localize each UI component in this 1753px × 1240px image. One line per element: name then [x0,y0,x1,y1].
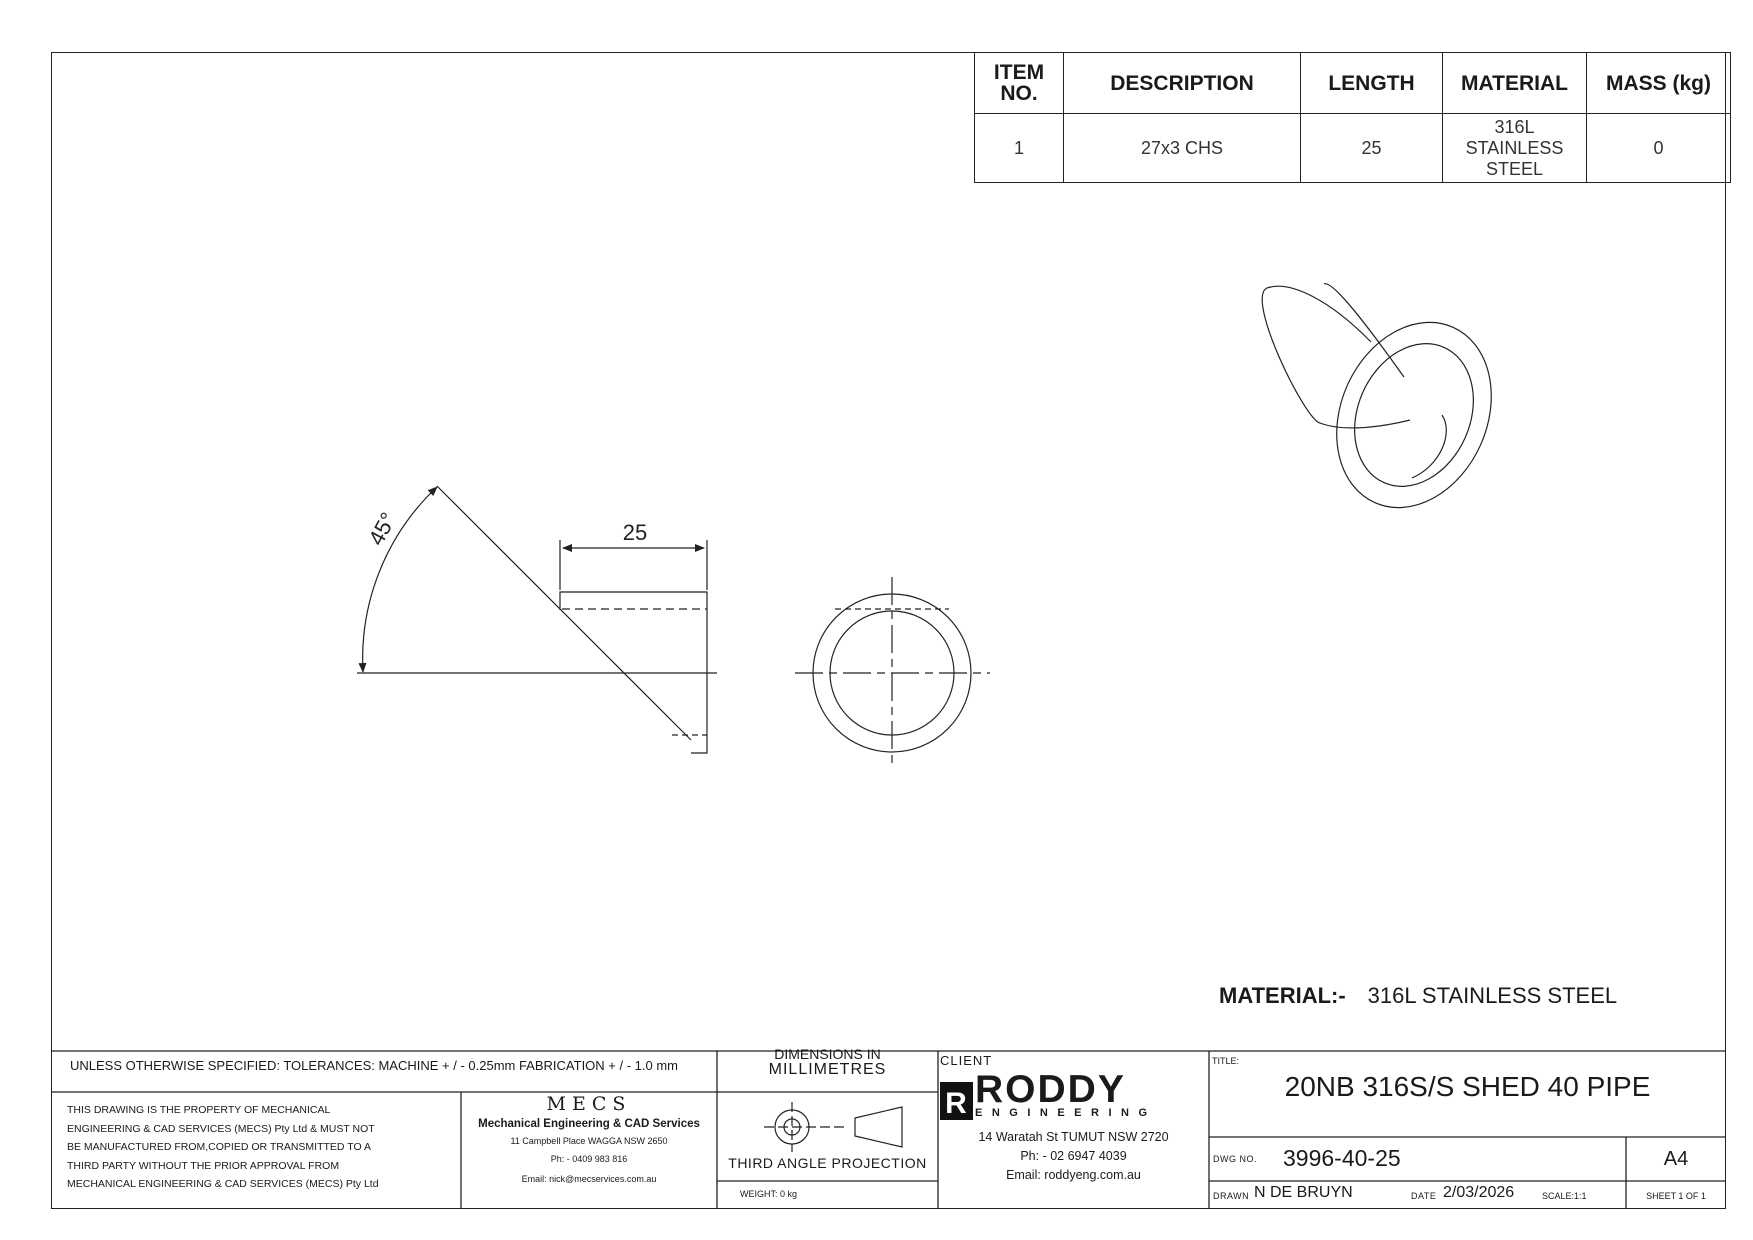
length-dimension: 25 [622,520,648,545]
dwg-no: 3996-40-25 [1283,1145,1401,1171]
mecs-phone: Ph: - 0409 983 816 [550,1154,628,1164]
mecs-logo: MECS [546,1093,632,1115]
end-view [795,577,990,767]
weight-label: WEIGHT: 0 kg [740,1189,798,1199]
projection-symbol [764,1102,902,1152]
drawn-by: N DE BRUYN [1254,1184,1353,1201]
roddy-logo-sub: ENGINEERING [975,1107,1157,1119]
bom-header-mass: MASS (kg) [1587,53,1731,114]
property-notice [67,1101,379,1194]
property-line: THIS DRAWING IS THE PROPERTY OF MECHANICAL [67,1104,331,1116]
date-label: DATE [1411,1191,1437,1201]
tolerances-note: UNLESS OTHERWISE SPECIFIED: TOLERANCES: MACHINE + / - 0.25mm FABRICATION + / - 1.0 mm [70,1058,678,1073]
bom-cell-mass: 0 [1587,114,1731,183]
client-label: CLIENT [940,1053,993,1068]
material-note [1219,983,1617,1009]
property-line: ENGINEERING & CAD SERVICES (MECS) Pty Ltd & MUST NOT [67,1122,375,1135]
units-label: MILLIMETRES [768,1061,887,1078]
property-line: THIRD PARTY WITHOUT THE PRIOR APPROVAL FROM [67,1159,340,1172]
projection-label: THIRD ANGLE PROJECTION [728,1155,927,1171]
dwg-no-label: DWG NO. [1213,1154,1257,1164]
drawing-date: 2/03/2026 [1443,1184,1515,1201]
roddy-r-logo [940,1082,973,1120]
mecs-address: 11 Campbell Place WAGGA NSW 2650 [510,1136,668,1146]
isometric-view [1262,284,1520,533]
client-email: Email: roddyeng.com.au [1006,1168,1141,1182]
title-label: TITLE: [1212,1056,1240,1066]
dimensions-note [717,1046,938,1078]
client-contact [938,1128,1209,1185]
bom-header-item: ITEM NO. [975,53,1064,114]
client-address: 14 Waratah St TUMUT NSW 2720 [978,1130,1169,1144]
bom-header-description: DESCRIPTION [1064,53,1301,114]
dimensions-label: DIMENSIONS IN [774,1046,881,1062]
sheet-size: A4 [1663,1148,1689,1170]
material-note-value: 316L STAINLESS STEEL [1367,983,1618,1008]
sheet-number: SHEET 1 OF 1 [1646,1191,1706,1201]
client-phone: Ph: - 02 6947 4039 [1020,1149,1127,1163]
bom-cell-description: 27x3 CHS [1064,114,1301,183]
property-line: BE MANUFACTURED FROM,COPIED OR TRANSMITTED TO A [67,1141,371,1153]
angle-dimension: 45° [363,508,402,550]
bom-header-length: LENGTH [1301,53,1443,114]
bom-cell-length: 25 [1301,114,1443,183]
bom-header-material: MATERIAL [1443,53,1587,114]
drawn-label: DRAWN [1213,1191,1250,1201]
bom-cell-item: 1 [975,114,1064,183]
side-view [357,486,717,753]
mecs-email: Email: nick@mecservices.com.au [521,1174,657,1184]
svg-text:R: R [945,1087,967,1120]
property-line: MECHANICAL ENGINEERING & CAD SERVICES (MECS) Pty Ltd [67,1178,379,1190]
scale: SCALE:1:1 [1542,1191,1587,1201]
bom-material-text: 316L STAINLESS STEEL [1465,116,1564,179]
roddy-logo-text: RODDY [975,1068,1126,1111]
material-note-label: MATERIAL:- [1219,983,1346,1008]
drawing-title: 20NB 316S/S SHED 40 PIPE [1284,1071,1651,1102]
mecs-name: Mechanical Engineering & CAD Services [478,1118,700,1130]
mecs-block [461,1093,717,1190]
